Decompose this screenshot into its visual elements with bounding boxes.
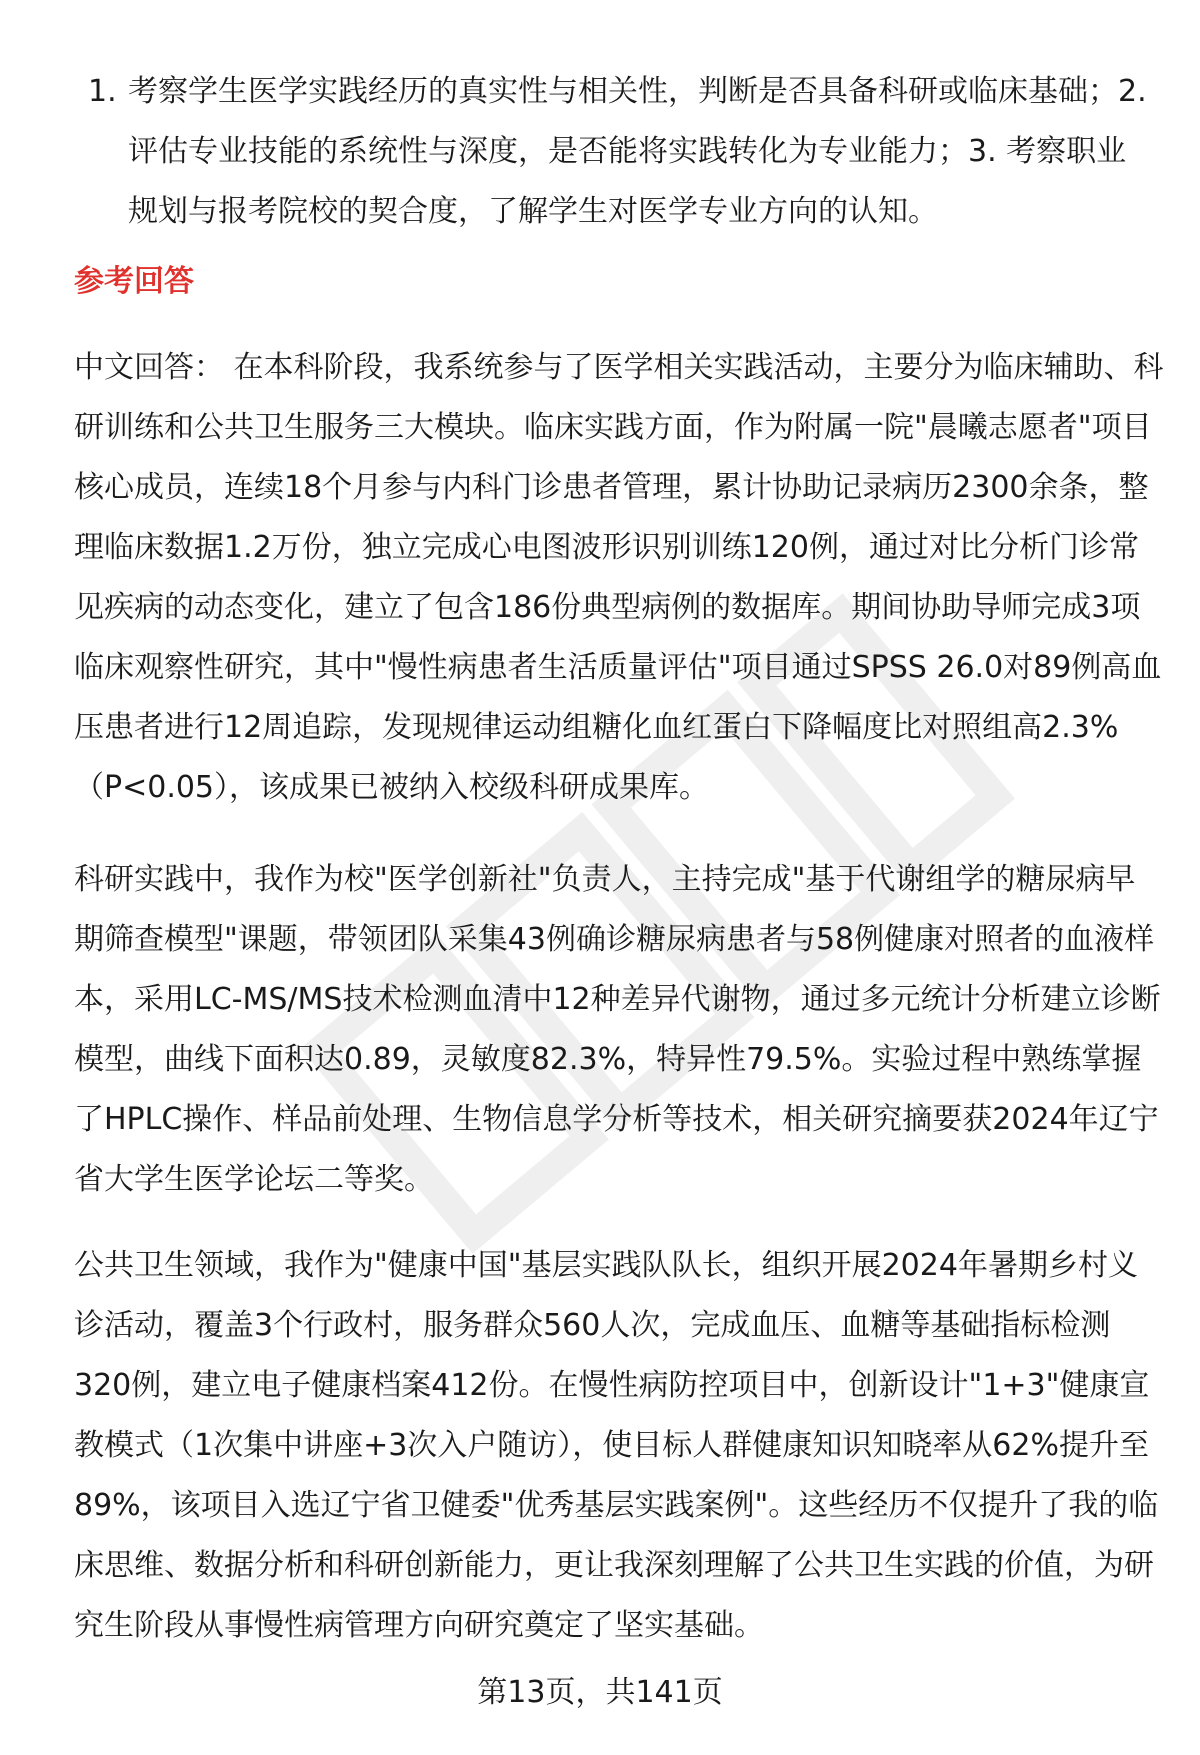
answer-paragraph-clinical: 中文回答： 在本科阶段，我系统参与了医学相关实践活动，主要分为临床辅助、科研训练和公共卫生服务三大模块。临床实践方面，作为附属一院"晨曦志愿者"项目核心成员，连续18个月参与内科门诊患者管理，累计协助记录病历2300余条，整理临床数据1.2万份，独立完成心电图波形识别训练120例，通过对比分析门诊常见疾病的动态变化，建立了包含186份典型病例的数据库。期间协助导师完成3项临床观察性研究，其中"慢性病患者生活质量评估"项目通过SPSS 26.0对89例高血压患者进行12周追踪，发现规律运动组糖化血红蛋白下降幅度比对照组高2.3%（P<0.05），该成果已被纳入校级科研成果库。: [74, 350, 1164, 805]
reference-answer-heading: 参考回答: [74, 264, 194, 299]
answer-paragraph-public-health: 公共卫生领域，我作为"健康中国"基层实践队队长，组织开展2024年暑期乡村义诊活动，覆盖3个行政村，服务群众560人次，完成血压、血糖等基础指标检测320例，建立电子健康档案412份。在慢性病防控项目中，创新设计"1+3"健康宣教模式（1次集中讲座+3次入户随访），使目标人群健康知识知晓率从62%提升至89%，该项目入选辽宁省卫健委"优秀基层实践案例"。这些经历不仅提升了我的临床思维、数据分析和科研创新能力，更让我深刻理解了公共卫生实践的价值，为研究生阶段从事慢性病管理方向研究奠定了坚实基础。: [74, 1248, 1159, 1643]
page-number-footer: 第13页，共141页: [477, 1675, 723, 1710]
question-points-text: 考察学生医学实践经历的真实性与相关性，判断是否具备科研或临床基础；2. 评估专业技能的系统性与深度，是否能将实践转化为专业能力；3. 考察职业规划与报考院校的契合度，了解学生对医学专业方向的认知。: [128, 74, 1147, 229]
answer-paragraph-research: 科研实践中，我作为校"医学创新社"负责人，主持完成"基于代谢组学的糖尿病早期筛查模型"课题，带领团队采集43例确诊糖尿病患者与58例健康对照者的血液样本，采用LC-MS/MS技术检测血清中12种差异代谢物，通过多元统计分析建立诊断模型，曲线下面积达0.89，灵敏度82.3%，特异性79.5%。实验过程中熟练掌握了HPLC操作、样品前处理、生物信息学分析等技术，相关研究摘要获2024年辽宁省大学生医学论坛二等奖。: [74, 862, 1161, 1197]
question-points-item: [88, 62, 1148, 242]
list-number: 1.: [88, 74, 117, 109]
